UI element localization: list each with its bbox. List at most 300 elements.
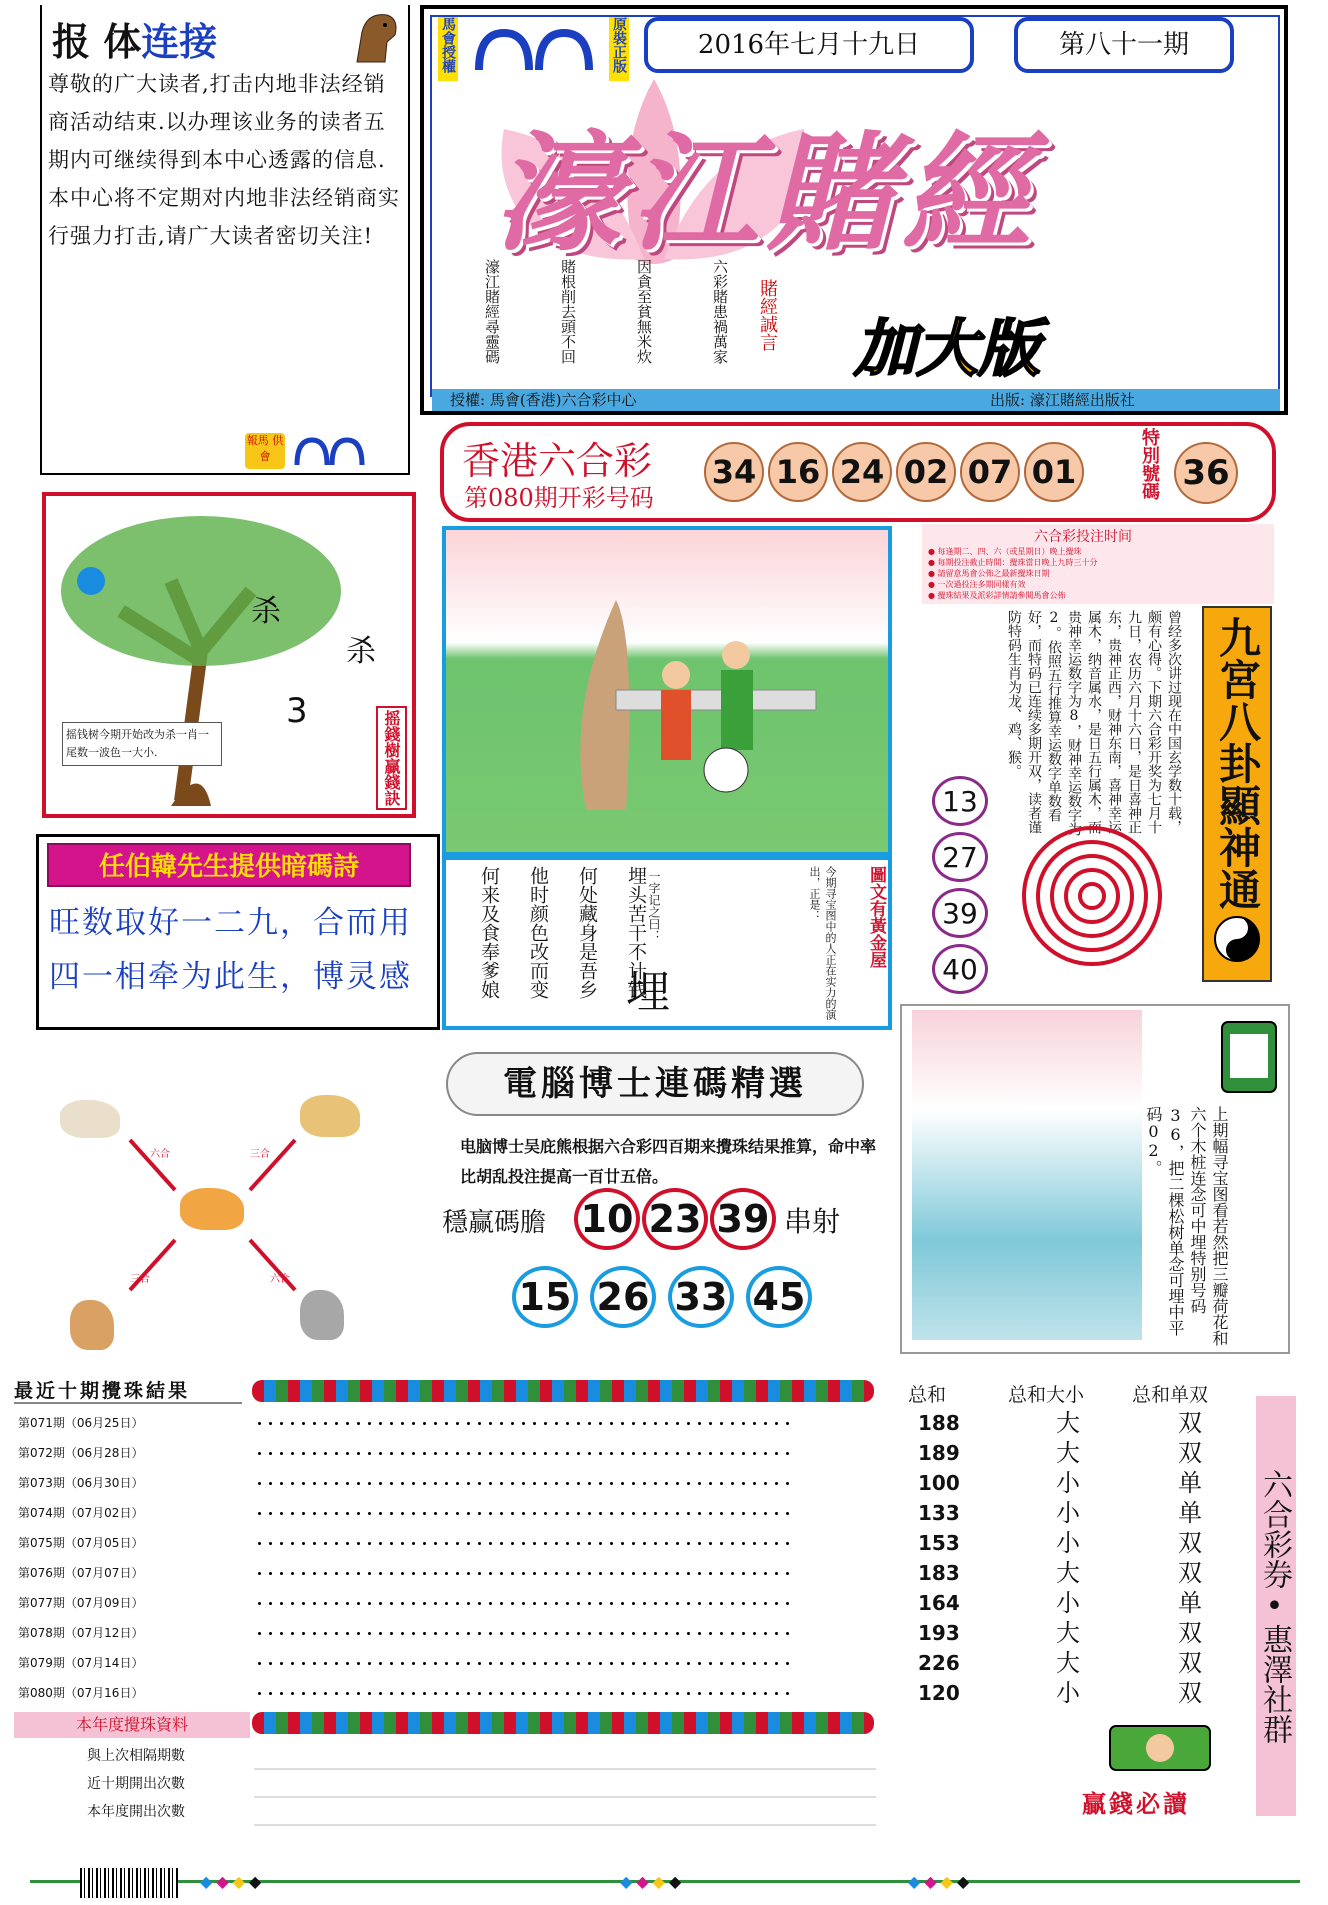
dot [621, 1422, 624, 1425]
dot [291, 1452, 294, 1455]
dot [731, 1422, 734, 1425]
dot [566, 1542, 569, 1545]
dot [698, 1542, 701, 1545]
dot [709, 1422, 712, 1425]
dot [764, 1632, 767, 1635]
dot [412, 1422, 415, 1425]
dot [643, 1632, 646, 1635]
dot [522, 1662, 525, 1665]
dot [621, 1662, 624, 1665]
bagua-panel [922, 606, 1274, 984]
footer-diamonds: ◆◆◆◆ [908, 1872, 974, 1891]
dot [467, 1602, 470, 1605]
dot [786, 1572, 789, 1575]
bagua-ball: 27 [932, 832, 988, 882]
dot [676, 1572, 679, 1575]
dot [632, 1482, 635, 1485]
dot [786, 1452, 789, 1455]
dot [434, 1632, 437, 1635]
sum-cell: 120 [918, 1681, 960, 1705]
dot [533, 1542, 536, 1545]
dot [489, 1422, 492, 1425]
dot [280, 1632, 283, 1635]
size-cell: 小 [1056, 1469, 1080, 1497]
dot [357, 1452, 360, 1455]
dot [555, 1662, 558, 1665]
dot [654, 1572, 657, 1575]
dot [610, 1602, 613, 1605]
dot [434, 1572, 437, 1575]
poem-panel [36, 834, 440, 1030]
stat-label: 與上次相隔期數 [87, 1748, 185, 1764]
dot [401, 1512, 404, 1515]
dot [709, 1632, 712, 1635]
dot [566, 1482, 569, 1485]
dot [698, 1602, 701, 1605]
dot [588, 1452, 591, 1455]
bet-item: ● 每期投注截止時間：攪珠當日晚上九時三十分 [928, 558, 1098, 567]
dot [489, 1542, 492, 1545]
dot [467, 1452, 470, 1455]
dot [632, 1542, 635, 1545]
dot [753, 1482, 756, 1485]
dot [665, 1422, 668, 1425]
dot [577, 1692, 580, 1695]
dot-row [254, 1408, 876, 1438]
dot [500, 1662, 503, 1665]
dot [555, 1572, 558, 1575]
dot [753, 1452, 756, 1455]
dot [742, 1602, 745, 1605]
dot [599, 1542, 602, 1545]
dot [445, 1452, 448, 1455]
doctor-row-1 [574, 1188, 776, 1250]
dot [775, 1692, 778, 1695]
table-row [892, 1618, 1272, 1648]
dot [588, 1482, 591, 1485]
dot [368, 1572, 371, 1575]
sum-cell: 100 [918, 1471, 960, 1495]
dot [346, 1512, 349, 1515]
dot [610, 1632, 613, 1635]
notice-title-a: 报 体 [52, 19, 142, 64]
dot [731, 1572, 734, 1575]
dot [654, 1662, 657, 1665]
dot [500, 1422, 503, 1425]
footer-diamonds: ◆◆◆◆ [620, 1872, 686, 1891]
results-title: 最近十期攪珠結果 [14, 1376, 242, 1404]
results-side: 六合彩券•惠澤社群 [1256, 1396, 1296, 1816]
parity-cell: 双 [1178, 1409, 1202, 1437]
dot [302, 1452, 305, 1455]
dot [368, 1692, 371, 1695]
dot [753, 1692, 756, 1695]
dot [742, 1422, 745, 1425]
dot [302, 1602, 305, 1605]
dot [379, 1452, 382, 1455]
dot [335, 1662, 338, 1665]
dot [335, 1602, 338, 1605]
dot [280, 1482, 283, 1485]
dot [445, 1662, 448, 1665]
dot [555, 1542, 558, 1545]
dot [511, 1452, 514, 1455]
draw-ball: 01 [1024, 442, 1084, 502]
special-label: 特別號碼 [1139, 428, 1160, 500]
table-row [892, 1528, 1272, 1558]
dot [698, 1482, 701, 1485]
dot [742, 1632, 745, 1635]
dot-row [254, 1468, 876, 1498]
stat-grid [254, 1742, 876, 1826]
dot [379, 1692, 382, 1695]
dot [665, 1482, 668, 1485]
dot [291, 1572, 294, 1575]
dot [665, 1692, 668, 1695]
dot [357, 1482, 360, 1485]
dot [489, 1632, 492, 1635]
dot [764, 1422, 767, 1425]
dot [511, 1512, 514, 1515]
table-row [892, 1408, 1272, 1438]
dot [522, 1602, 525, 1605]
license-text: 授權: 馬會(香港)六合彩中心 [450, 391, 637, 409]
dot [335, 1512, 338, 1515]
tree-side-tag: 摇錢樹贏錢訣 [376, 706, 407, 810]
dot [456, 1572, 459, 1575]
dot [786, 1692, 789, 1695]
dot [786, 1662, 789, 1665]
dot [258, 1422, 261, 1425]
dot [720, 1512, 723, 1515]
dot [764, 1602, 767, 1605]
dot [379, 1632, 382, 1635]
dot [357, 1662, 360, 1665]
dot [610, 1572, 613, 1575]
dot [313, 1482, 316, 1485]
dot [621, 1632, 624, 1635]
dot [764, 1482, 767, 1485]
dot [368, 1422, 371, 1425]
dot [687, 1542, 690, 1545]
dot [643, 1482, 646, 1485]
dot [357, 1512, 360, 1515]
result-row-label: 第075期（07月05日） [18, 1536, 144, 1550]
dot [544, 1482, 547, 1485]
dot [423, 1602, 426, 1605]
dot [544, 1542, 547, 1545]
doctor-label-a: 穩赢碼膽 [442, 1208, 547, 1238]
poem-header: 任伯韓先生提供暗碼詩 [47, 843, 411, 887]
dot [313, 1452, 316, 1455]
bet-item: ● 每逢期二、四、六（或星期日）晚上攪珠 [928, 547, 1082, 556]
result-row-label: 第079期（07月14日） [18, 1656, 144, 1670]
size-cell: 大 [1056, 1559, 1080, 1587]
dot [456, 1512, 459, 1515]
table-row [892, 1648, 1272, 1678]
dot [753, 1542, 756, 1545]
last-riddle-panel [900, 1004, 1290, 1354]
dot [764, 1542, 767, 1545]
dot [456, 1542, 459, 1545]
dot [291, 1542, 294, 1545]
dot [500, 1572, 503, 1575]
dot [698, 1572, 701, 1575]
draw-issue: 第080期开彩号码 [464, 484, 654, 512]
dot [269, 1542, 272, 1545]
mast-right-tag: 原裝正版 [609, 17, 629, 81]
dot [390, 1572, 393, 1575]
dot [577, 1422, 580, 1425]
last-riddle-text: 上期幅寻宝图看若然把三瓣荷花和六个木桩连念可中埋特别号码36，把二棵松树单念可埋中平码02。 [1144, 1106, 1229, 1346]
dot [544, 1662, 547, 1665]
dot [401, 1422, 404, 1425]
dot [687, 1452, 690, 1455]
barcode [80, 1868, 178, 1898]
masthead-edition: 加大版 [854, 312, 1041, 385]
dot [731, 1542, 734, 1545]
dot [786, 1542, 789, 1545]
dot [500, 1512, 503, 1515]
dot [313, 1602, 316, 1605]
dot [511, 1422, 514, 1425]
dot [478, 1482, 481, 1485]
dot [434, 1422, 437, 1425]
dot [379, 1662, 382, 1665]
dot [544, 1602, 547, 1605]
dot [566, 1692, 569, 1695]
parity-cell: 单 [1178, 1469, 1202, 1497]
dot [654, 1482, 657, 1485]
dot [302, 1422, 305, 1425]
dot [676, 1422, 679, 1425]
dot [434, 1482, 437, 1485]
doctor-ball-blue: 15 [512, 1266, 578, 1328]
spiral-icon [992, 816, 1202, 976]
bet-item: ● 攪珠結果及派彩詳情請參閱馬會公佈 [928, 591, 1066, 600]
dot [335, 1422, 338, 1425]
dot [610, 1662, 613, 1665]
dot [599, 1632, 602, 1635]
dot [588, 1542, 591, 1545]
draw-name: 香港六合彩 [462, 439, 653, 483]
dot [709, 1452, 712, 1455]
dot [478, 1512, 481, 1515]
riddle-char: 埋 [626, 967, 670, 1018]
dot [533, 1662, 536, 1665]
dot [566, 1572, 569, 1575]
dot [676, 1452, 679, 1455]
riddle-note: 今期寻宝图中的人正在实力的演出，正是： [808, 866, 837, 1020]
dot [258, 1482, 261, 1485]
dot [313, 1542, 316, 1545]
notice-body: 尊敬的广大读者,打击内地非法经销商活动结束.以办理该业务的读者五期内可继续得到本中心透露的信息.本中心将不定期对内地非法经销商实行强力打击,请广大读者密切关注! [48, 72, 400, 248]
parity-cell: 双 [1178, 1439, 1202, 1467]
dot [324, 1662, 327, 1665]
dot [434, 1452, 437, 1455]
dot [720, 1452, 723, 1455]
money-icon [1106, 1716, 1216, 1776]
dot-row [254, 1498, 876, 1528]
dot [753, 1422, 756, 1425]
dot [434, 1542, 437, 1545]
dot [478, 1452, 481, 1455]
dot [335, 1572, 338, 1575]
dot [599, 1572, 602, 1575]
dot [489, 1692, 492, 1695]
dot [698, 1632, 701, 1635]
dot [423, 1452, 426, 1455]
notice-title-b: 连接 [141, 19, 218, 64]
dot [346, 1452, 349, 1455]
sum-cell: 193 [918, 1621, 960, 1645]
bagua-title: 九宮八卦顯神通 [1213, 616, 1262, 910]
dot [269, 1632, 272, 1635]
dot [709, 1572, 712, 1575]
mast-left-tag: 馬會授權 [438, 17, 458, 81]
dot [632, 1422, 635, 1425]
dot [753, 1632, 756, 1635]
dot [786, 1482, 789, 1485]
dot [379, 1572, 382, 1575]
dot [588, 1602, 591, 1605]
dot [346, 1602, 349, 1605]
doctor-ball-red: 23 [642, 1188, 708, 1250]
dot [522, 1482, 525, 1485]
dot [390, 1452, 393, 1455]
dot [269, 1602, 272, 1605]
dot [280, 1422, 283, 1425]
dot [500, 1542, 503, 1545]
dot [665, 1572, 668, 1575]
dot [269, 1482, 272, 1485]
results-row-labels [18, 1408, 252, 1708]
dot [335, 1482, 338, 1485]
dot [390, 1632, 393, 1635]
riddle-side-tag: 圖文有黃金屋 [866, 866, 886, 968]
dot [412, 1542, 415, 1545]
number-header [252, 1380, 874, 1402]
dot [258, 1602, 261, 1605]
notebook-icon [1220, 1020, 1280, 1096]
dot [698, 1422, 701, 1425]
parity-cell: 单 [1178, 1589, 1202, 1617]
dot [346, 1482, 349, 1485]
dot [500, 1632, 503, 1635]
dot [324, 1452, 327, 1455]
dot [720, 1422, 723, 1425]
col-size-header: 总和大小 [1008, 1384, 1085, 1406]
dot [302, 1692, 305, 1695]
dot [478, 1662, 481, 1665]
dot [621, 1692, 624, 1695]
dot [522, 1572, 525, 1575]
zodiac-label: 六合 [150, 1149, 170, 1160]
dot [599, 1422, 602, 1425]
dot [786, 1512, 789, 1515]
result-row-label: 第074期（07月02日） [18, 1506, 144, 1520]
tree-caption: 摇钱树今期开始改为杀一肖一尾数一波色一大小. [62, 722, 222, 766]
dot [687, 1572, 690, 1575]
bet-item: ● 請留意馬會公佈之最新攪珠日期 [928, 569, 1050, 578]
dot [577, 1452, 580, 1455]
dot [555, 1452, 558, 1455]
dot [368, 1632, 371, 1635]
dot [489, 1572, 492, 1575]
dot [588, 1572, 591, 1575]
dot [687, 1512, 690, 1515]
doctor-label-b: 串射 [784, 1205, 841, 1238]
size-cell: 大 [1056, 1409, 1080, 1437]
dot [456, 1632, 459, 1635]
result-row-label: 第073期（06月30日） [18, 1476, 144, 1490]
doctor-ball-blue: 26 [590, 1266, 656, 1328]
dot [445, 1572, 448, 1575]
dot [533, 1452, 536, 1455]
result-row-label: 第078期（07月12日） [18, 1626, 144, 1640]
stat-label: 近十期開出次數 [87, 1776, 185, 1792]
sum-cell: 133 [918, 1501, 960, 1525]
dot [676, 1542, 679, 1545]
dot [533, 1602, 536, 1605]
dot [555, 1632, 558, 1635]
dot [588, 1662, 591, 1665]
dot [643, 1422, 646, 1425]
result-row-label: 第080期（07月16日） [18, 1686, 144, 1700]
dot [335, 1452, 338, 1455]
sum-cell: 226 [918, 1651, 960, 1675]
dot [632, 1692, 635, 1695]
masthead [420, 5, 1288, 415]
dot [390, 1482, 393, 1485]
dot [478, 1572, 481, 1575]
dot [324, 1692, 327, 1695]
dot [401, 1632, 404, 1635]
horseshoe-logo [469, 25, 609, 75]
dot [280, 1512, 283, 1515]
doctor-ball-red: 39 [710, 1188, 776, 1250]
dot [753, 1512, 756, 1515]
parity-cell: 双 [1178, 1559, 1202, 1587]
parity-cell: 双 [1178, 1619, 1202, 1647]
dot [742, 1512, 745, 1515]
dot [423, 1542, 426, 1545]
dot [368, 1482, 371, 1485]
dot [566, 1662, 569, 1665]
dot [302, 1632, 305, 1635]
riddle-hint: 一字记之曰： [647, 870, 661, 942]
doctor-row-2 [512, 1266, 812, 1328]
dot [445, 1632, 448, 1635]
dot [654, 1632, 657, 1635]
dot [676, 1632, 679, 1635]
bet-times [922, 524, 1274, 604]
dot [742, 1542, 745, 1545]
dot [379, 1482, 382, 1485]
dot [599, 1602, 602, 1605]
dot [610, 1482, 613, 1485]
size-cell: 大 [1056, 1649, 1080, 1677]
dot [643, 1512, 646, 1515]
dot [313, 1632, 316, 1635]
size-cell: 小 [1056, 1499, 1080, 1527]
dot [357, 1692, 360, 1695]
dot [258, 1512, 261, 1515]
dot-row [254, 1438, 876, 1468]
dot [511, 1542, 514, 1545]
dot [357, 1422, 360, 1425]
dot [764, 1512, 767, 1515]
